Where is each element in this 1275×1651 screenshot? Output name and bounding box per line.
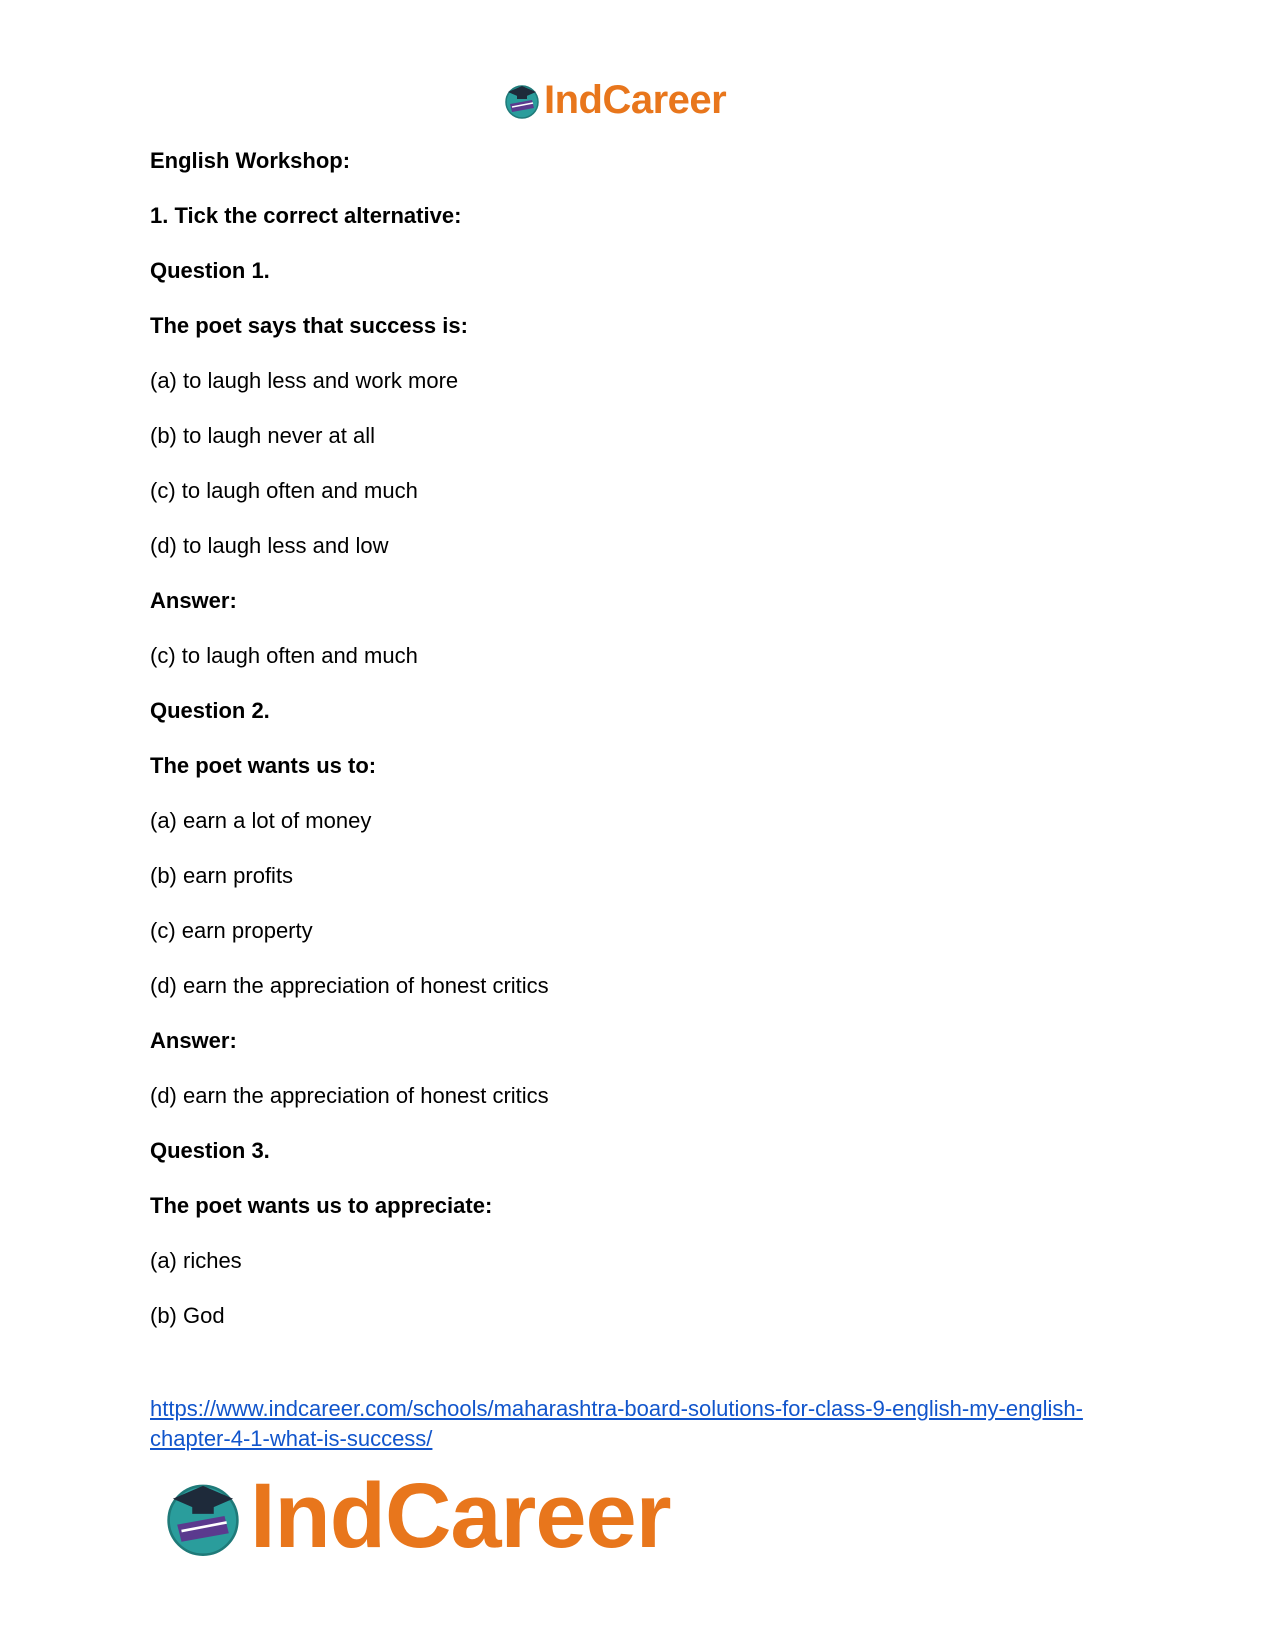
answer-text: (d) earn the appreciation of honest critics xyxy=(150,1083,549,1108)
question-text: The poet wants us to appreciate: xyxy=(150,1193,493,1218)
option-item: (a) to laugh less and work more xyxy=(150,368,459,393)
option-item: (b) God xyxy=(150,1303,225,1328)
option-item: (c) to laugh often and much xyxy=(150,478,418,503)
source-url-link[interactable]: https://www.indcareer.com/schools/maharashtra-board-solutions-for-class-9-english-my-english-chapter-4-1-what-is-success/ xyxy=(150,1396,1083,1451)
answer-label: Answer: xyxy=(150,588,237,613)
document-body xyxy=(150,148,1130,1358)
option-item: (b) earn profits xyxy=(150,863,294,888)
option-item: (c) earn property xyxy=(150,918,313,943)
section-heading: English Workshop: xyxy=(150,148,351,173)
option-item: (a) riches xyxy=(150,1248,242,1273)
option-item: (a) earn a lot of money xyxy=(150,808,372,833)
footer-link-block xyxy=(150,1394,1130,1454)
option-item: (d) to laugh less and low xyxy=(150,533,389,558)
answer-text: (c) to laugh often and much xyxy=(150,643,418,668)
graduation-cap-book-globe-icon xyxy=(502,80,542,120)
brand-logo-bottom xyxy=(160,1465,671,1567)
question-number: Question 2. xyxy=(150,698,270,723)
graduation-cap-book-globe-icon xyxy=(160,1473,246,1559)
option-item: (d) earn the appreciation of honest critics xyxy=(150,973,549,998)
option-item: (b) to laugh never at all xyxy=(150,423,376,448)
exercise-heading: 1. Tick the correct alternative: xyxy=(150,203,462,228)
question-text: The poet says that success is: xyxy=(150,313,468,338)
brand-name-bottom: IndCareer xyxy=(250,1465,671,1567)
question-number: Question 1. xyxy=(150,258,270,283)
answer-label: Answer: xyxy=(150,1028,237,1053)
question-number: Question 3. xyxy=(150,1138,270,1163)
brand-name-top: IndCareer xyxy=(544,78,727,122)
question-text: The poet wants us to: xyxy=(150,753,377,778)
brand-logo-top xyxy=(502,80,726,120)
